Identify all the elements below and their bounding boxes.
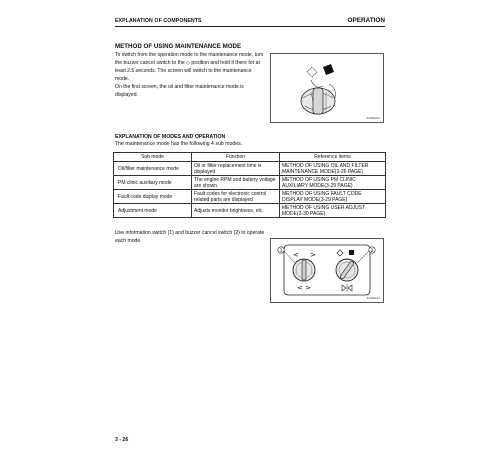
body-line: least 2.5 seconds. The screen will switch to the maintenance [115, 67, 252, 74]
sub-modes-table [113, 152, 386, 218]
table-cell: PM clinic auxiliary mode [114, 176, 192, 190]
section-title-maintenance-mode: METHOD OF USING MAINTENANCE MODE [115, 43, 242, 50]
body-line: Use information switch (1) and buzzer cancel switch (2) to operate [115, 230, 265, 236]
table-cell: Adjustment mode [114, 204, 192, 218]
table-cell: METHOD OF USING USER ADJUST MODE(3-30 PAGE) [280, 204, 386, 218]
table-row [114, 190, 386, 204]
figure-caption: 3LS00101 [366, 296, 380, 300]
switch-panel-illustration [271, 239, 383, 302]
table-header-row [114, 153, 386, 162]
table-cell: METHOD OF USING FAULT CODE DISPLAY MODE(3-29 PAGE) [280, 190, 386, 204]
table-cell: Fault codes for electronic control related parts are displayed [192, 190, 280, 204]
table-row [114, 162, 386, 176]
table-cell: METHOD OF USING OIL AND FILTER MAINTENANCE MODE(3-26 PAGE) [280, 162, 386, 176]
section-body-switch-usage [115, 230, 275, 246]
buzzer-cancel-switch-icon [336, 250, 358, 292]
table-cell: The engine RPM and battery voltage are shown. [192, 176, 280, 190]
svg-text:< >: < > [297, 284, 311, 292]
figure-caption: 3LS00201 [366, 116, 380, 120]
section-subtitle-modes: The maintenance mode has the following 4 sub modes. [115, 141, 243, 147]
table-cell: Adjusts monitor brightness, etc. [192, 204, 280, 218]
body-line: mode. [115, 75, 130, 82]
callout-1-label: 1 [279, 249, 283, 254]
table-cell: METHOD OF USING PM CLINIC AUXILIARY MODE(3-29 PAGE) [280, 176, 386, 190]
body-line: each mode. [115, 237, 142, 244]
body-line: On the first screen, the oil and filter maintenance mode is [115, 83, 244, 90]
section-body-maintenance-mode [115, 52, 267, 99]
table-row [114, 176, 386, 190]
table-cell: Fault code display mode [114, 190, 192, 204]
table-header-cell: Function [192, 153, 280, 162]
black-square-icon [323, 64, 334, 75]
buzzer-switch-illustration [271, 54, 383, 122]
table-cell: Oil/filter maintenance mode [114, 162, 192, 176]
body-line: displayed. [115, 91, 138, 98]
figure-switch-panel [270, 238, 384, 303]
body-line: To switch from the operation mode to the maintenance mode, turn [115, 52, 264, 58]
figure-buzzer-switch [270, 53, 384, 123]
section-title-modes: EXPLANATION OF MODES AND OPERATION [115, 134, 226, 140]
body-line: the buzzer cancel switch to the ◇ position and hold it there for at [115, 59, 260, 66]
table-cell: Oil or filter replacement time is displayed [192, 162, 280, 176]
header-divider [115, 26, 385, 27]
header-section-title: EXPLANATION OF COMPONENTS [115, 18, 202, 24]
header-chapter-title: OPERATION [347, 17, 385, 24]
svg-text:<: < [293, 251, 299, 259]
information-switch-icon [293, 251, 316, 292]
table-header-cell: Sub mode [114, 153, 192, 162]
diamond-symbol-icon [307, 67, 317, 77]
page-number: 3 - 26 [115, 437, 129, 443]
table-row [114, 204, 386, 218]
rotation-arrow-icon [311, 80, 323, 87]
svg-text:>: > [310, 251, 316, 259]
table-header-cell: Reference items [280, 153, 386, 162]
callout-2-label: 2 [370, 249, 374, 254]
